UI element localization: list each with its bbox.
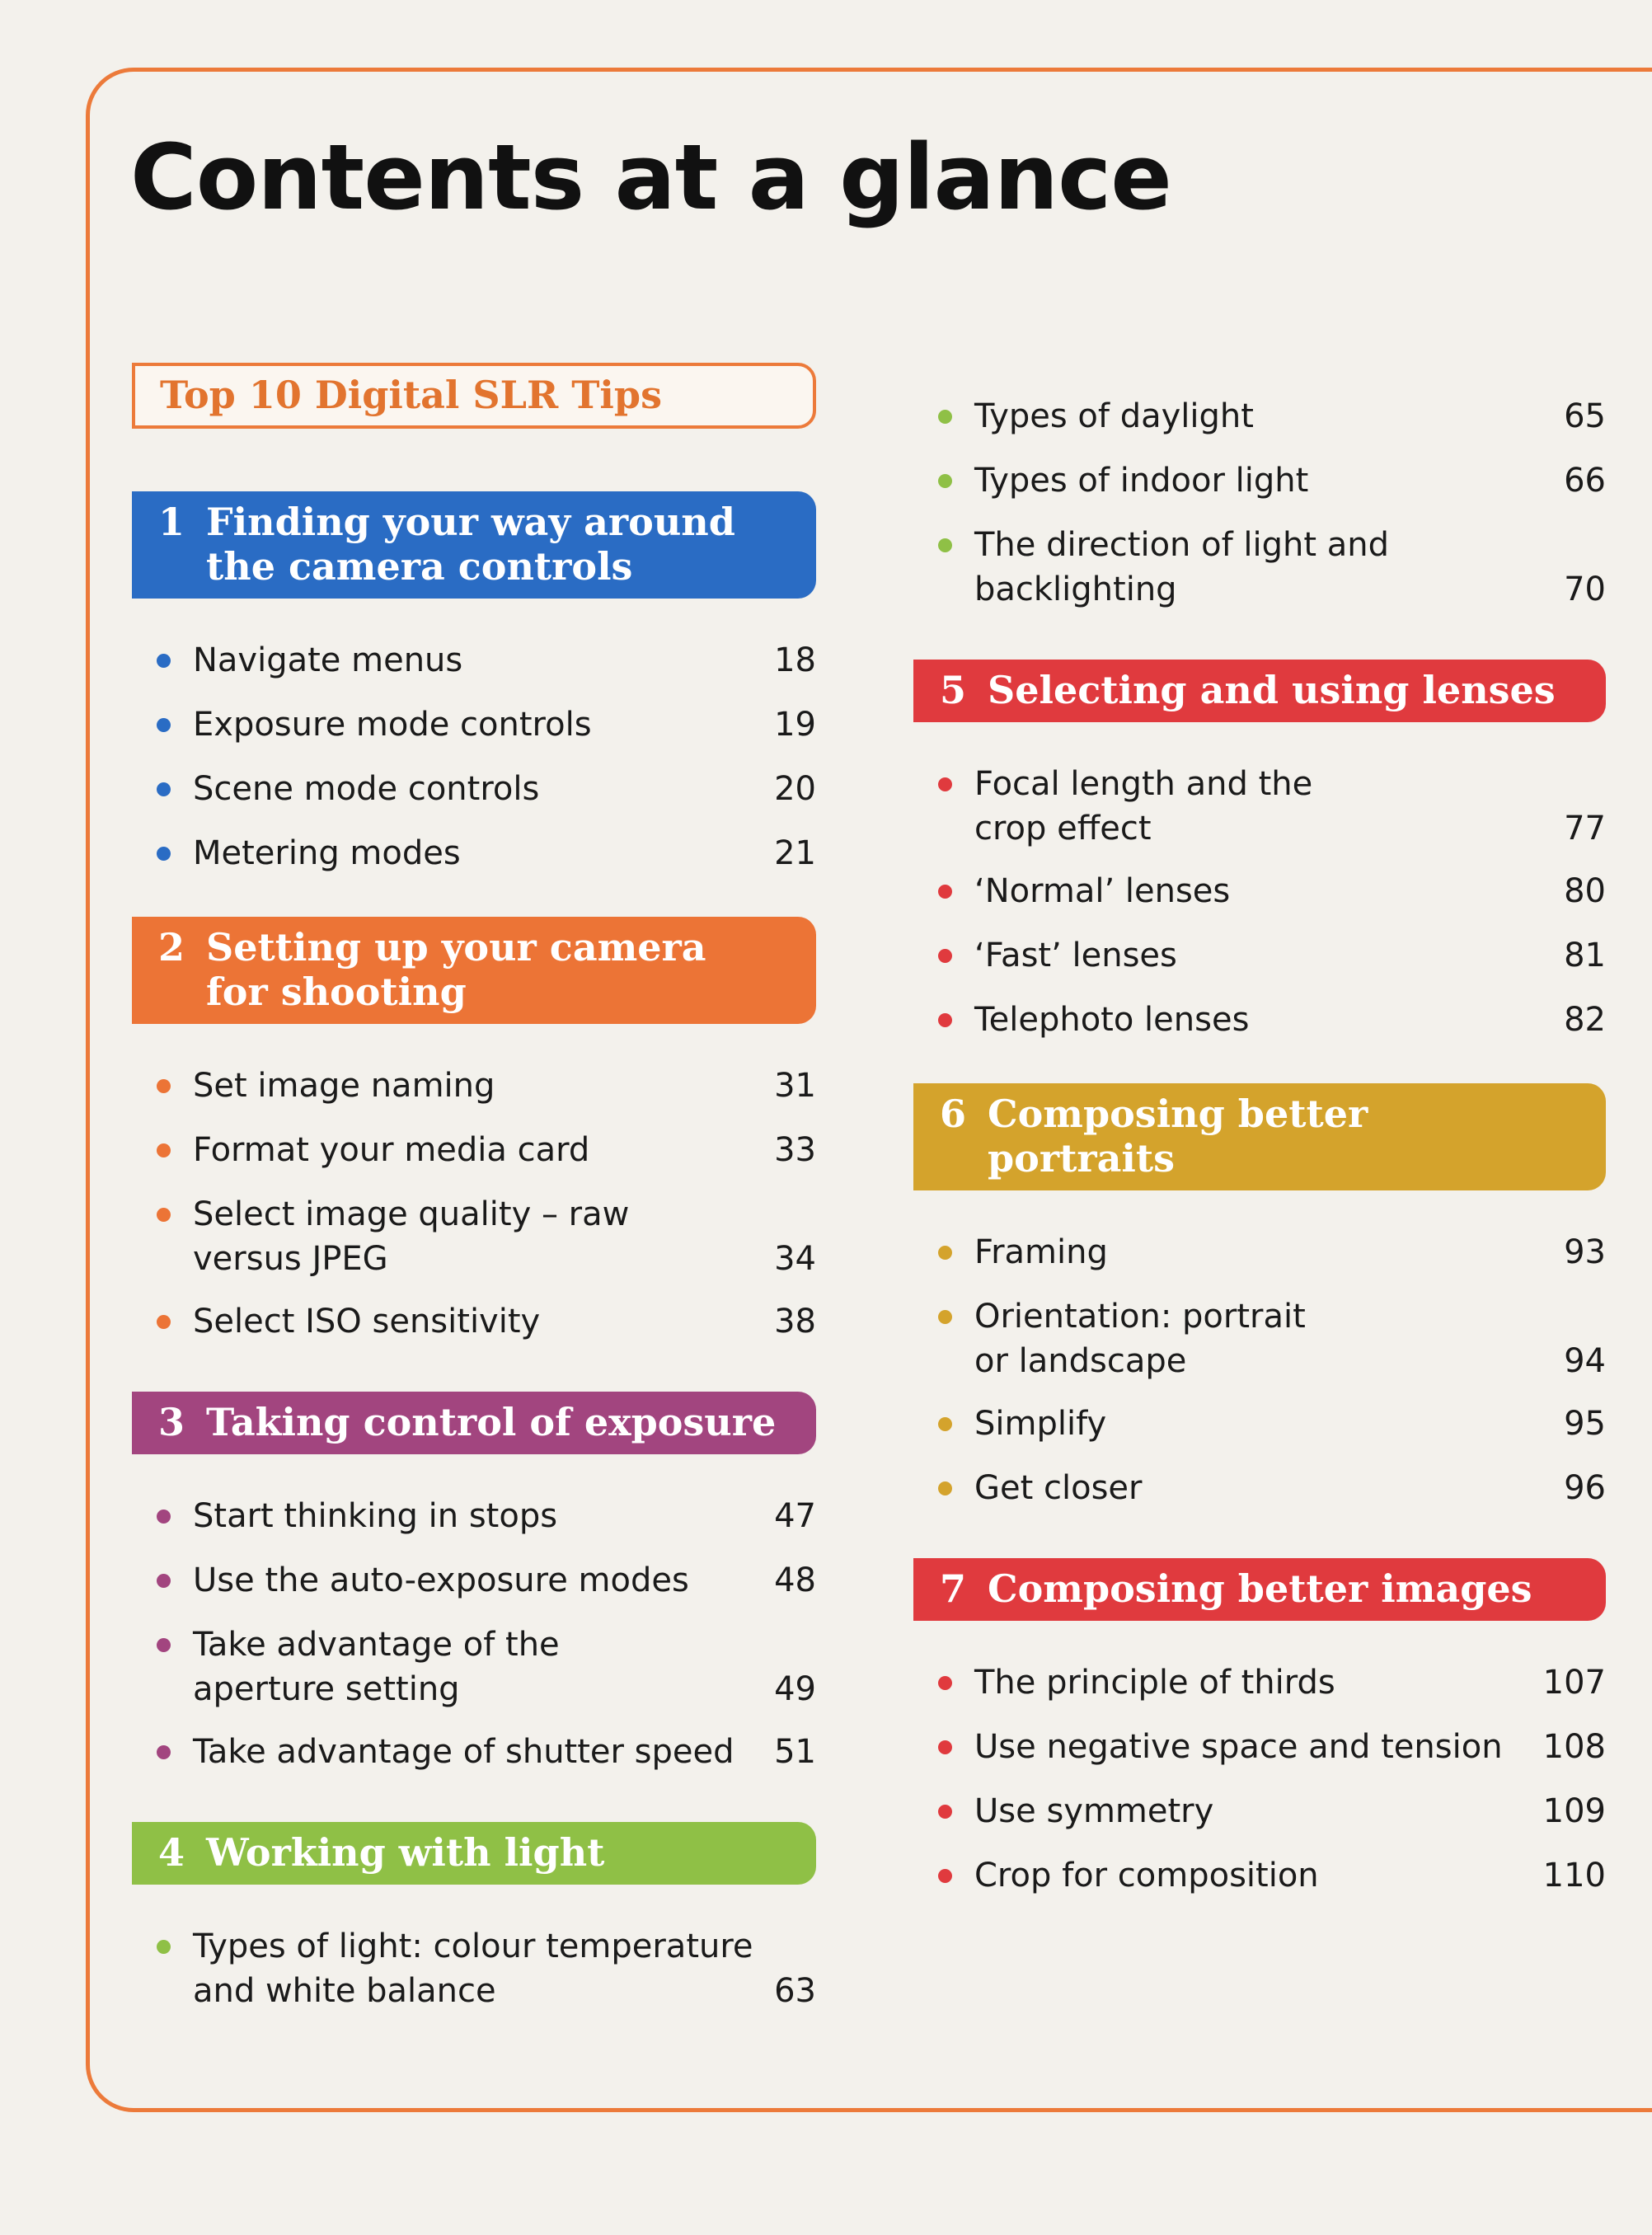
bullet-icon (938, 1310, 952, 1324)
toc-entry[interactable] (913, 762, 1606, 851)
bullet-icon (157, 1745, 171, 1759)
entry-page: 95 (1564, 1405, 1606, 1443)
entry-title: Types of daylight (974, 397, 1254, 435)
entry-title: Set image naming (193, 1067, 495, 1105)
entry-title: Use negative space and tension (974, 1728, 1503, 1766)
entry-page: 82 (1564, 1001, 1606, 1039)
section-5-title-line1: Selecting and using lenses (988, 668, 1556, 712)
entry-title (974, 523, 1535, 612)
toc-entry[interactable] (132, 1924, 816, 2013)
entry-title: Select ISO sensitivity (193, 1303, 541, 1341)
entry-page: 110 (1542, 1857, 1606, 1895)
bullet-icon (157, 654, 171, 668)
bullet-icon (938, 1676, 952, 1690)
section-2-header[interactable] (132, 917, 816, 1024)
entry-title (974, 1294, 1535, 1383)
entry-page: 107 (1542, 1664, 1606, 1702)
bullet-icon (938, 885, 952, 899)
toc-entry[interactable] (913, 1294, 1606, 1383)
section-3-number: 3 (158, 1400, 185, 1444)
bullet-icon (157, 1638, 171, 1652)
toc-entry[interactable] (132, 1192, 816, 1281)
entry-title-line1: Focal length and the (974, 765, 1313, 803)
entry-title: Framing (974, 1233, 1108, 1271)
section-7-header[interactable] (913, 1558, 1606, 1621)
bullet-icon (938, 777, 952, 791)
entry-title (974, 762, 1535, 851)
entry-title: Take advantage of shutter speed (193, 1733, 734, 1771)
entry-page: 65 (1564, 397, 1606, 435)
entry-page: 66 (1564, 462, 1606, 500)
entry-title: Use the auto-exposure modes (193, 1561, 689, 1599)
entry-title: Use symmetry (974, 1792, 1214, 1830)
bullet-icon (157, 782, 171, 796)
section-6-title-line1: Composing better (988, 1092, 1368, 1136)
entry-page: 49 (774, 1670, 816, 1708)
toc-entry[interactable] (132, 1622, 816, 1711)
section-1-header[interactable] (132, 491, 816, 599)
entry-title-line2: backlighting (974, 570, 1177, 608)
page-title: Contents at a glance (130, 124, 1171, 230)
entry-title: Types of indoor light (974, 462, 1309, 500)
section-3-title-line1: Taking control of exposure (206, 1400, 777, 1444)
bullet-icon (157, 1079, 171, 1093)
entry-title-line2: or landscape (974, 1342, 1187, 1380)
section-1-number: 1 (158, 500, 185, 544)
entry-title-line2: aperture setting (193, 1670, 460, 1708)
entry-page: 93 (1564, 1233, 1606, 1271)
entry-page: 77 (1564, 810, 1606, 848)
entry-page: 33 (774, 1131, 816, 1169)
entry-title-line2: and white balance (193, 1972, 496, 2010)
entry-page: 109 (1542, 1792, 1606, 1830)
entry-title: Metering modes (193, 834, 461, 872)
bullet-icon (938, 1740, 952, 1754)
subtitle: Top 10 Digital SLR Tips (160, 373, 662, 417)
section-6-header[interactable] (913, 1083, 1606, 1190)
section-1-title-line2: the camera controls (206, 544, 633, 589)
entry-title-line1: The direction of light and (974, 526, 1390, 564)
section-2-title-line2: for shooting (206, 970, 467, 1014)
entry-title-line2: versus JPEG (193, 1240, 388, 1278)
entry-title: Get closer (974, 1469, 1143, 1507)
entry-page: 21 (774, 834, 816, 872)
section-5-header[interactable] (913, 660, 1606, 722)
entry-page: 34 (774, 1240, 816, 1278)
bullet-icon (157, 1510, 171, 1524)
entry-page: 81 (1564, 937, 1606, 974)
section-3-header[interactable] (132, 1392, 816, 1454)
entry-title: ‘Fast’ lenses (974, 937, 1177, 974)
section-1-title-line1: Finding your way around (206, 500, 735, 544)
bullet-icon (157, 1143, 171, 1157)
bullet-icon (938, 1417, 952, 1431)
entry-title-line1: Orientation: portrait (974, 1298, 1306, 1336)
bullet-icon (938, 410, 952, 424)
entry-title (193, 1622, 753, 1711)
entry-title: Telephoto lenses (974, 1001, 1250, 1039)
section-7-title-line1: Composing better images (988, 1566, 1532, 1611)
entry-title-line1: Take advantage of the (193, 1626, 560, 1664)
bullet-icon (157, 1315, 171, 1329)
section-7-number: 7 (940, 1566, 967, 1611)
bullet-icon (938, 949, 952, 963)
subtitle-box (132, 363, 816, 429)
bullet-icon (157, 847, 171, 861)
entry-title: Crop for composition (974, 1857, 1319, 1895)
bullet-icon (938, 1246, 952, 1260)
entry-title: ‘Normal’ lenses (974, 872, 1231, 910)
bullet-icon (938, 538, 952, 552)
section-4-title-line1: Working with light (206, 1830, 605, 1875)
toc-entry[interactable] (913, 523, 1606, 612)
entry-page: 96 (1564, 1469, 1606, 1507)
bullet-icon (938, 1869, 952, 1883)
section-2-title-line1: Setting up your camera (206, 925, 706, 970)
entry-page: 20 (774, 770, 816, 808)
entry-title (193, 1192, 753, 1281)
bullet-icon (938, 474, 952, 488)
entry-title (193, 1924, 753, 2013)
entry-page: 94 (1564, 1342, 1606, 1380)
section-6-number: 6 (940, 1092, 967, 1136)
entry-title: Scene mode controls (193, 770, 540, 808)
entry-title-line1: Types of light: colour temperature (193, 1927, 753, 1965)
entry-page: 108 (1542, 1728, 1606, 1766)
section-2-number: 2 (158, 925, 185, 970)
entry-page: 19 (774, 706, 816, 744)
bullet-icon (938, 1481, 952, 1495)
entry-page: 48 (774, 1561, 816, 1599)
entry-page: 70 (1564, 570, 1606, 608)
entry-title: Navigate menus (193, 641, 463, 679)
bullet-icon (157, 1208, 171, 1222)
bullet-icon (157, 1574, 171, 1588)
section-4-header[interactable] (132, 1822, 816, 1885)
entry-page: 38 (774, 1303, 816, 1341)
entry-title: Exposure mode controls (193, 706, 592, 744)
entry-title-line2: crop effect (974, 810, 1152, 848)
entry-page: 31 (774, 1067, 816, 1105)
bullet-icon (157, 718, 171, 732)
entry-title-line1: Select image quality – raw (193, 1195, 630, 1233)
section-6-title-line2: portraits (988, 1136, 1175, 1181)
section-4-number: 4 (158, 1830, 185, 1875)
entry-title: Format your media card (193, 1131, 590, 1169)
entry-page: 18 (774, 641, 816, 679)
entry-page: 47 (774, 1497, 816, 1535)
bullet-icon (157, 1940, 171, 1954)
bullet-icon (938, 1013, 952, 1027)
entry-page: 63 (774, 1972, 816, 2010)
entry-title: Simplify (974, 1405, 1107, 1443)
entry-page: 80 (1564, 872, 1606, 910)
entry-title: The principle of thirds (974, 1664, 1335, 1702)
entry-page: 51 (774, 1733, 816, 1771)
section-5-number: 5 (940, 668, 967, 712)
entry-title: Start thinking in stops (193, 1497, 558, 1535)
bullet-icon (938, 1805, 952, 1819)
